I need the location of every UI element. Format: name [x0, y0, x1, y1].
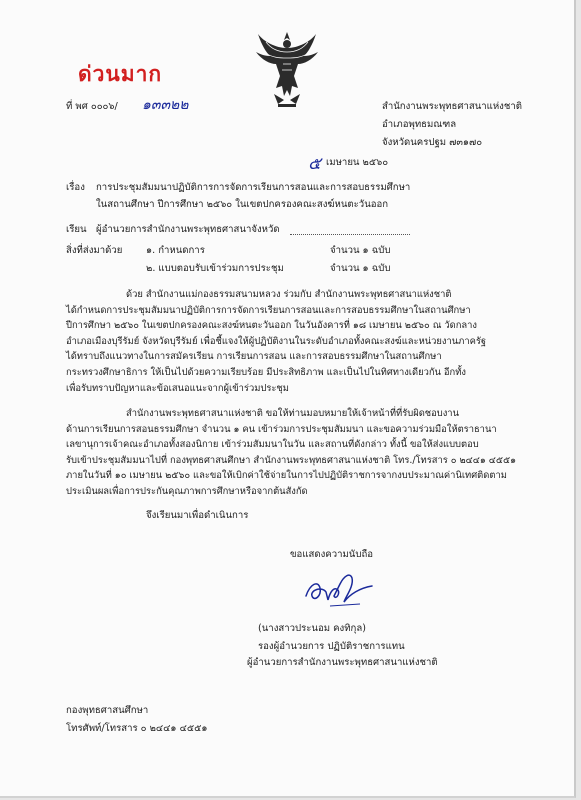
urgent-stamp: ด่วนมาก — [78, 62, 163, 86]
attachment-qty-2: จำนวน ๑ ฉบับ — [330, 263, 391, 274]
closing-salutation: ขอแสดงความนับถือ — [290, 549, 374, 560]
subject-label: เรื่อง — [66, 182, 85, 193]
paragraph-line: ได้ทราบถึงแนวทางในการสมัครเรียน การเรียนการสอน และการสอบธรรมศึกษาในสถานศึกษา — [66, 351, 442, 363]
closing-request: จึงเรียนมาเพื่อดำเนินการ — [146, 510, 249, 521]
paragraph-line: รับเข้าประชุมสัมมนาไปที่ กองพุทธศาสนศึกษา สำนักงานพระพุทธศาสนาแห่งชาติ โทร./โทรสาร ๐ ๒๔๔๑ ๔๕๕๑ — [66, 454, 517, 466]
attachment-qty-1: จำนวน ๑ ฉบับ — [330, 245, 391, 256]
paragraph-line: กระทรวงศึกษาธิการ ให้เป็นไปด้วยความเรียบร้อย มีประสิทธิภาพ และเป็นไปในทิศทางเดียวกัน อีกทั้ง — [66, 366, 466, 378]
subject-line-2: ในสถานศึกษา ปีการศึกษา ๒๕๖๐ ในเขตปกครองคณะสงฆ์หนตะวันออก — [96, 199, 389, 210]
issuer-line-3: จังหวัดนครปฐม ๗๓๑๗๐ — [382, 137, 483, 148]
garuda-emblem-icon — [256, 30, 318, 108]
footer-phone: โทรศัพท์/โทรสาร ๐ ๒๔๔๑ ๔๕๕๑ — [66, 723, 208, 734]
signature-icon — [300, 566, 382, 610]
attachment-item-2: ๒. แบบตอบรับเข้าร่วมการประชุม — [146, 263, 284, 274]
doc-number-handwritten: ๑๓๓๒๒ — [142, 97, 189, 113]
paragraph-line: เลขานุการเจ้าคณะอำเภอทั้งสองนิกาย เข้าร่วมสัมมนาในวัน และสถานที่ดังกล่าว ทั้งนี้ ขอให้ส่งแบบตอบ — [66, 439, 479, 451]
paragraph-line: เพื่อรับทราบปัญหาและข้อเสนอแนะจากผู้เข้าร่วมประชุม — [66, 382, 289, 394]
paragraph-line: อำเภอเมืองบุรีรัมย์ จังหวัดบุรีรัมย์ เพื่อชี้แจงให้ผู้ปฏิบัติงานในระดับอำเภอทั้งคณะสงฆ์และหน่วยงานภาครัฐ — [66, 335, 487, 347]
attachment-item-1: ๑. กำหนดการ — [146, 245, 205, 256]
attachments-label: สิ่งที่ส่งมาด้วย — [66, 245, 123, 256]
paragraph-line: ภายในวันที่ ๑๐ เมษายน ๒๕๖๐ และขอให้เบิกค่าใช้จ่ายในการไปปฏิบัติราชการจากงบประมาณค่านิเทศติดตาม — [66, 470, 507, 482]
body-paragraph-2 — [66, 406, 517, 500]
body-paragraph-1 — [66, 287, 506, 396]
signer-title-2: ผู้อำนวยการสำนักงานพระพุทธศาสนาแห่งชาติ — [247, 657, 438, 668]
paragraph-line: ได้กำหนดการประชุมสัมมนาปฏิบัติการการจัดการเรียนการสอนและการสอบธรรมศึกษาในสถานศึกษา — [66, 304, 471, 316]
footer-department: กองพุทธศาสนศึกษา — [66, 705, 149, 716]
signer-name: (นางสาวประนอม คงทิกุล) — [258, 623, 366, 634]
doc-number: ที่ พศ ๐๐๐๖/ — [66, 101, 118, 112]
subject-line-1: การประชุมสัมมนาปฏิบัติการการจัดการเรียนการสอนและการสอบธรรมศึกษา — [96, 182, 411, 193]
recipient: ผู้อำนวยการสำนักงานพระพุทธศาสนาจังหวัด — [96, 224, 280, 235]
paragraph-line: สำนักงานพระพุทธศาสนาแห่งชาติ ขอให้ท่านมอบหมายให้เจ้าหน้าที่ที่รับผิดชอบงาน — [126, 408, 459, 419]
paragraph-line: ด้วย สำนักงานแม่กองธรรมสนามหลวง ร่วมกับ สำนักงานพระพุทธศาสนาแห่งชาติ — [126, 289, 452, 300]
paragraph-line: ประเมินผลเพื่อการประกันคุณภาพการศึกษาหรือจากต้นสังกัด — [66, 485, 308, 497]
date-day-handwritten: ๕ — [308, 154, 321, 174]
paragraph-line: ด้านการเรียนการสอนธรรมศึกษา จำนวน ๑ คน เข้าร่วมการประชุมสัมมนา และขอความร่วมมือให้ตราธานา — [66, 423, 497, 435]
recipient-label: เรียน — [66, 224, 87, 235]
issuer-line-1: สำนักงานพระพุทธศาสนาแห่งชาติ — [382, 101, 522, 112]
recipient-dotted-line — [290, 225, 410, 235]
signer-title-1: รองผู้อำนวยการ ปฏิบัติราชการแทน — [258, 641, 405, 652]
letter-date: เมษายน ๒๕๖๐ — [326, 157, 389, 168]
paragraph-line: ปีการศึกษา ๒๕๖๐ ในเขตปกครองคณะสงฆ์หนตะวันออก ในวันอังคารที่ ๑๘ เมษายน ๒๕๖๐ ณ วัดกลาง — [66, 320, 477, 332]
issuer-line-2: อำเภอพุทธมณฑล — [382, 119, 457, 130]
